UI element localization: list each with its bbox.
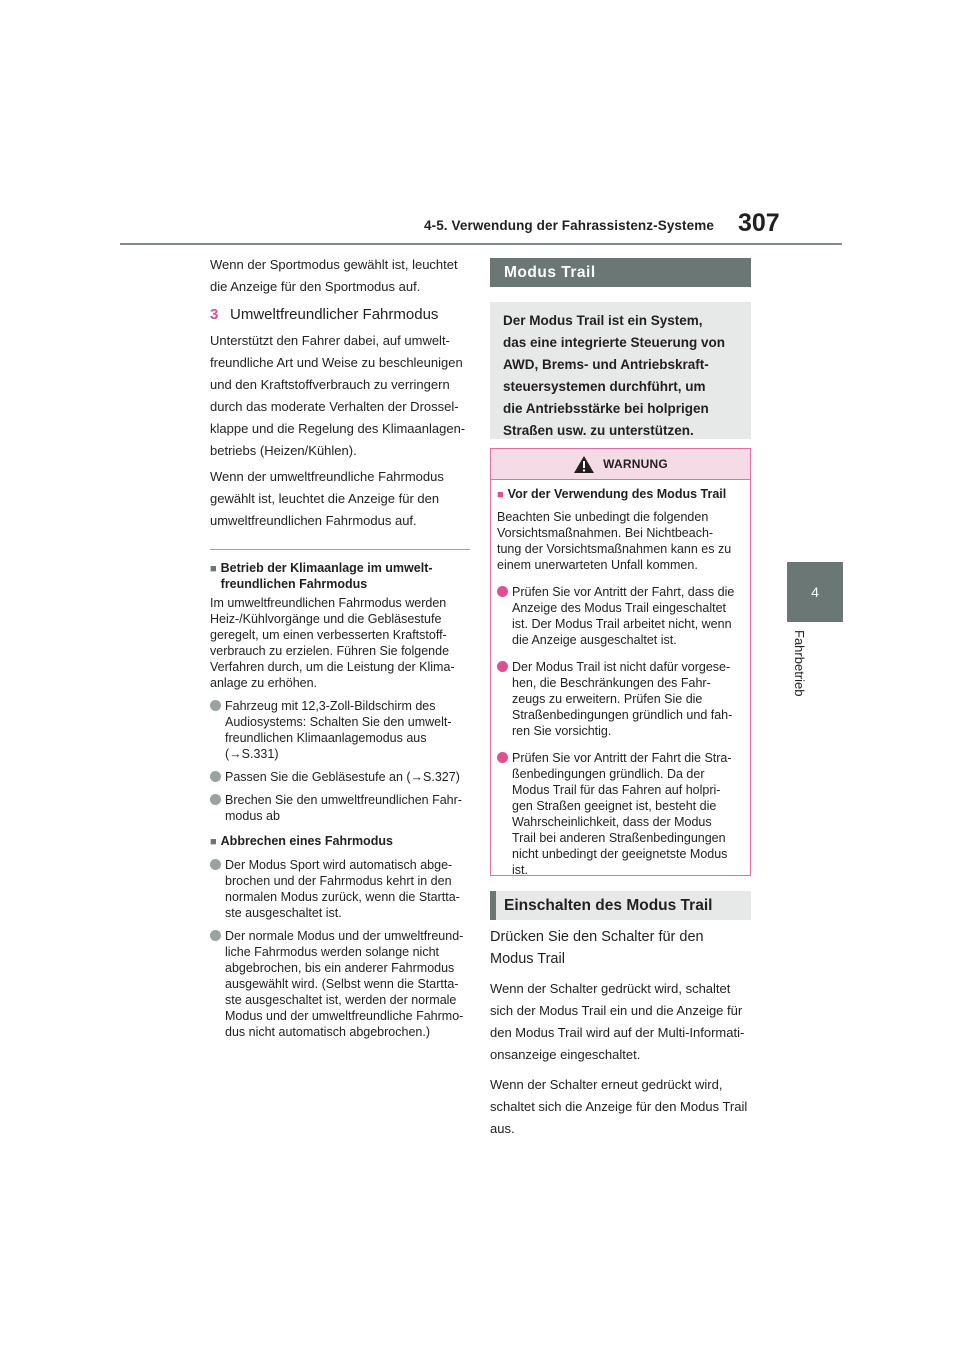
trail-mode-intro-box: Der Modus Trail ist ein System, das eine integrierte Steuerung von AWD, Brems- und Antriebskraft- steuersystemen durchführt, um die Antriebsstärke bei holprigen Straßen usw. zu unterstützen.: [490, 302, 751, 439]
cancel-mode-bullets: [210, 857, 470, 1040]
bullet-text: Der normale Modus und der umweltfreund- liche Fahrmodus werden solange nicht abgebrochen, bis ein anderer Fahrmodus ausgewählt wird. (Selbst wenn die Startta- ste ausgeschaltet ist, werden der normale Modus und der umweltfreundliche Fahrmo- dus nicht automatisch abgebrochen.): [225, 929, 464, 1039]
bullet-item: [497, 659, 742, 739]
warning-sub-heading: [497, 486, 742, 503]
warning-body: [491, 480, 750, 878]
climate-eco-bullets: [210, 698, 470, 824]
bullet-dot-icon: [210, 771, 221, 782]
bullet-text: Prüfen Sie vor Antritt der Fahrt, dass die Anzeige des Modus Trail eingeschaltet ist. Der Modus Trail arbeitet nicht, wenn die Anzeige ausgeschaltet ist.: [512, 585, 735, 647]
bullet-item: [210, 857, 470, 921]
bullet-dot-icon: [210, 794, 221, 805]
eco-mode-description: Unterstützt den Fahrer dabei, auf umwelt- freundliche Art und Weise zu beschleunigen und den Kraftstoffverbrauch zu verringern durch das moderate Verhalten der Drossel- klappe und die Regelung des Klimaanlagen- betriebs (Heizen/Kühlen).: [210, 333, 466, 458]
bullet-text: Brechen Sie den umweltfreundlichen Fahr- modus ab: [225, 793, 462, 823]
climate-eco-heading: [210, 560, 470, 592]
eco-mode-heading-text: Umweltfreundlicher Fahrmodus: [230, 306, 439, 323]
bullet-text: Passen Sie die Gebläsestufe an (→S.327): [225, 770, 460, 784]
bullet-text: Fahrzeug mit 12,3-Zoll-Bildschirm des Audiosystems: Schalten Sie den umwelt- freundlichen Klimaanlagemodus aus (→S.331): [225, 699, 452, 761]
chapter-tab[interactable]: 4: [787, 562, 843, 622]
warning-bullets: [497, 584, 742, 878]
bullet-dot-icon: [497, 752, 508, 763]
eco-mode-heading: [210, 304, 470, 326]
eco-mode-indicator-paragraph: Wenn der umweltfreundliche Fahrmodus gewählt ist, leuchtet die Anzeige für den umweltfreundlichen Fahrmodus auf.: [210, 469, 444, 528]
bullet-item: [210, 792, 470, 824]
section-title: 4-5. Verwendung der Fahrassistenz-Systeme: [424, 218, 714, 233]
bullet-item: [210, 928, 470, 1040]
step-number: 3: [210, 306, 219, 323]
square-bullet-icon: ■: [210, 836, 217, 848]
left-column: [210, 254, 470, 1040]
bullet-dot-icon: [210, 930, 221, 941]
sport-mode-paragraph: Wenn der Sportmodus gewählt ist, leuchtet die Anzeige für den Sportmodus auf.: [210, 257, 458, 294]
warning-sub-heading-text: Vor der Verwendung des Modus Trail: [507, 487, 727, 501]
page-number: 307: [738, 209, 780, 237]
enable-trail-step: Drücken Sie den Schalter für den Modus Trail: [490, 929, 704, 967]
warning-paragraph: Beachten Sie unbedingt die folgenden Vorsichtsmaßnahmen. Bei Nichtbeach- tung der Vorsichtsmaßnahmen kann es zu einem unerwarteten Unfall kommen.: [497, 510, 732, 572]
bullet-item: [497, 584, 742, 648]
climate-eco-paragraph: Im umweltfreundlichen Fahrmodus werden Heiz-/Kühlvorgänge und die Gebläsestufe geregelt, um einen verbesserten Kraftstoff- verbrauch zu erzielen. Führen Sie folgende Verfahren durch, um die Leistung der Klima- anlage zu erhöhen.: [210, 596, 455, 690]
bullet-text: Der Modus Sport wird automatisch abge- brochen und der Fahrmodus kehrt in den normalen Modus zurück, wenn die Startta- ste ausgeschaltet ist.: [225, 858, 460, 920]
bullet-item: [210, 769, 470, 785]
warning-box: [490, 448, 751, 876]
cancel-mode-heading: [210, 833, 470, 850]
bullet-dot-icon: [210, 700, 221, 711]
bullet-item: [497, 750, 742, 878]
bullet-text: Prüfen Sie vor Antritt der Fahrt die Stra- ßenbedingungen gründlich. Da der Modus Trail für das Fahren auf holpri- gen Straßen geeignet ist, besteht die Wahrscheinlichkeit, dass der Modus Trail bei anderen Straßenbedingungen nicht unbedingt der geeignetste Modus ist.: [512, 751, 732, 877]
bullet-text: Der Modus Trail ist nicht dafür vorgese- hen, die Beschränkungen des Fahr- zeugs zu erweitern. Prüfen Sie die Straßenbedingungen gründlich und fah- ren Sie vorsichtig.: [512, 660, 733, 738]
bullet-dot-icon: [210, 859, 221, 870]
warning-header: [491, 449, 750, 480]
square-bullet-icon: ■: [497, 489, 504, 501]
trail-mode-title-bar: Modus Trail: [490, 258, 751, 287]
warning-title: WARNUNG: [603, 457, 668, 471]
chapter-label: Fahrbetrieb: [792, 630, 807, 697]
enable-trail-title-bar: Einschalten des Modus Trail: [490, 891, 751, 920]
bullet-item: [210, 698, 470, 762]
warning-triangle-icon: [573, 455, 595, 474]
square-bullet-icon: ■: [210, 563, 217, 575]
enable-trail-paragraph: Wenn der Schalter gedrückt wird, schaltet sich der Modus Trail ein und die Anzeige für den Modus Trail wird auf der Multi-Informati- onsanzeige eingeschaltet.: [490, 981, 745, 1062]
section-divider: [210, 549, 470, 550]
cancel-mode-heading-text: Abbrechen eines Fahrmodus: [220, 834, 393, 848]
climate-eco-heading-text: Betrieb der Klimaanlage im umwelt- freundlichen Fahrmodus: [220, 561, 433, 591]
disable-trail-paragraph: Wenn der Schalter erneut gedrückt wird, schaltet sich die Anzeige für den Modus Trail aus.: [490, 1077, 748, 1136]
bullet-dot-icon: [497, 661, 508, 672]
right-column: [490, 258, 751, 1140]
bullet-dot-icon: [497, 586, 508, 597]
header-rule: [120, 243, 842, 245]
